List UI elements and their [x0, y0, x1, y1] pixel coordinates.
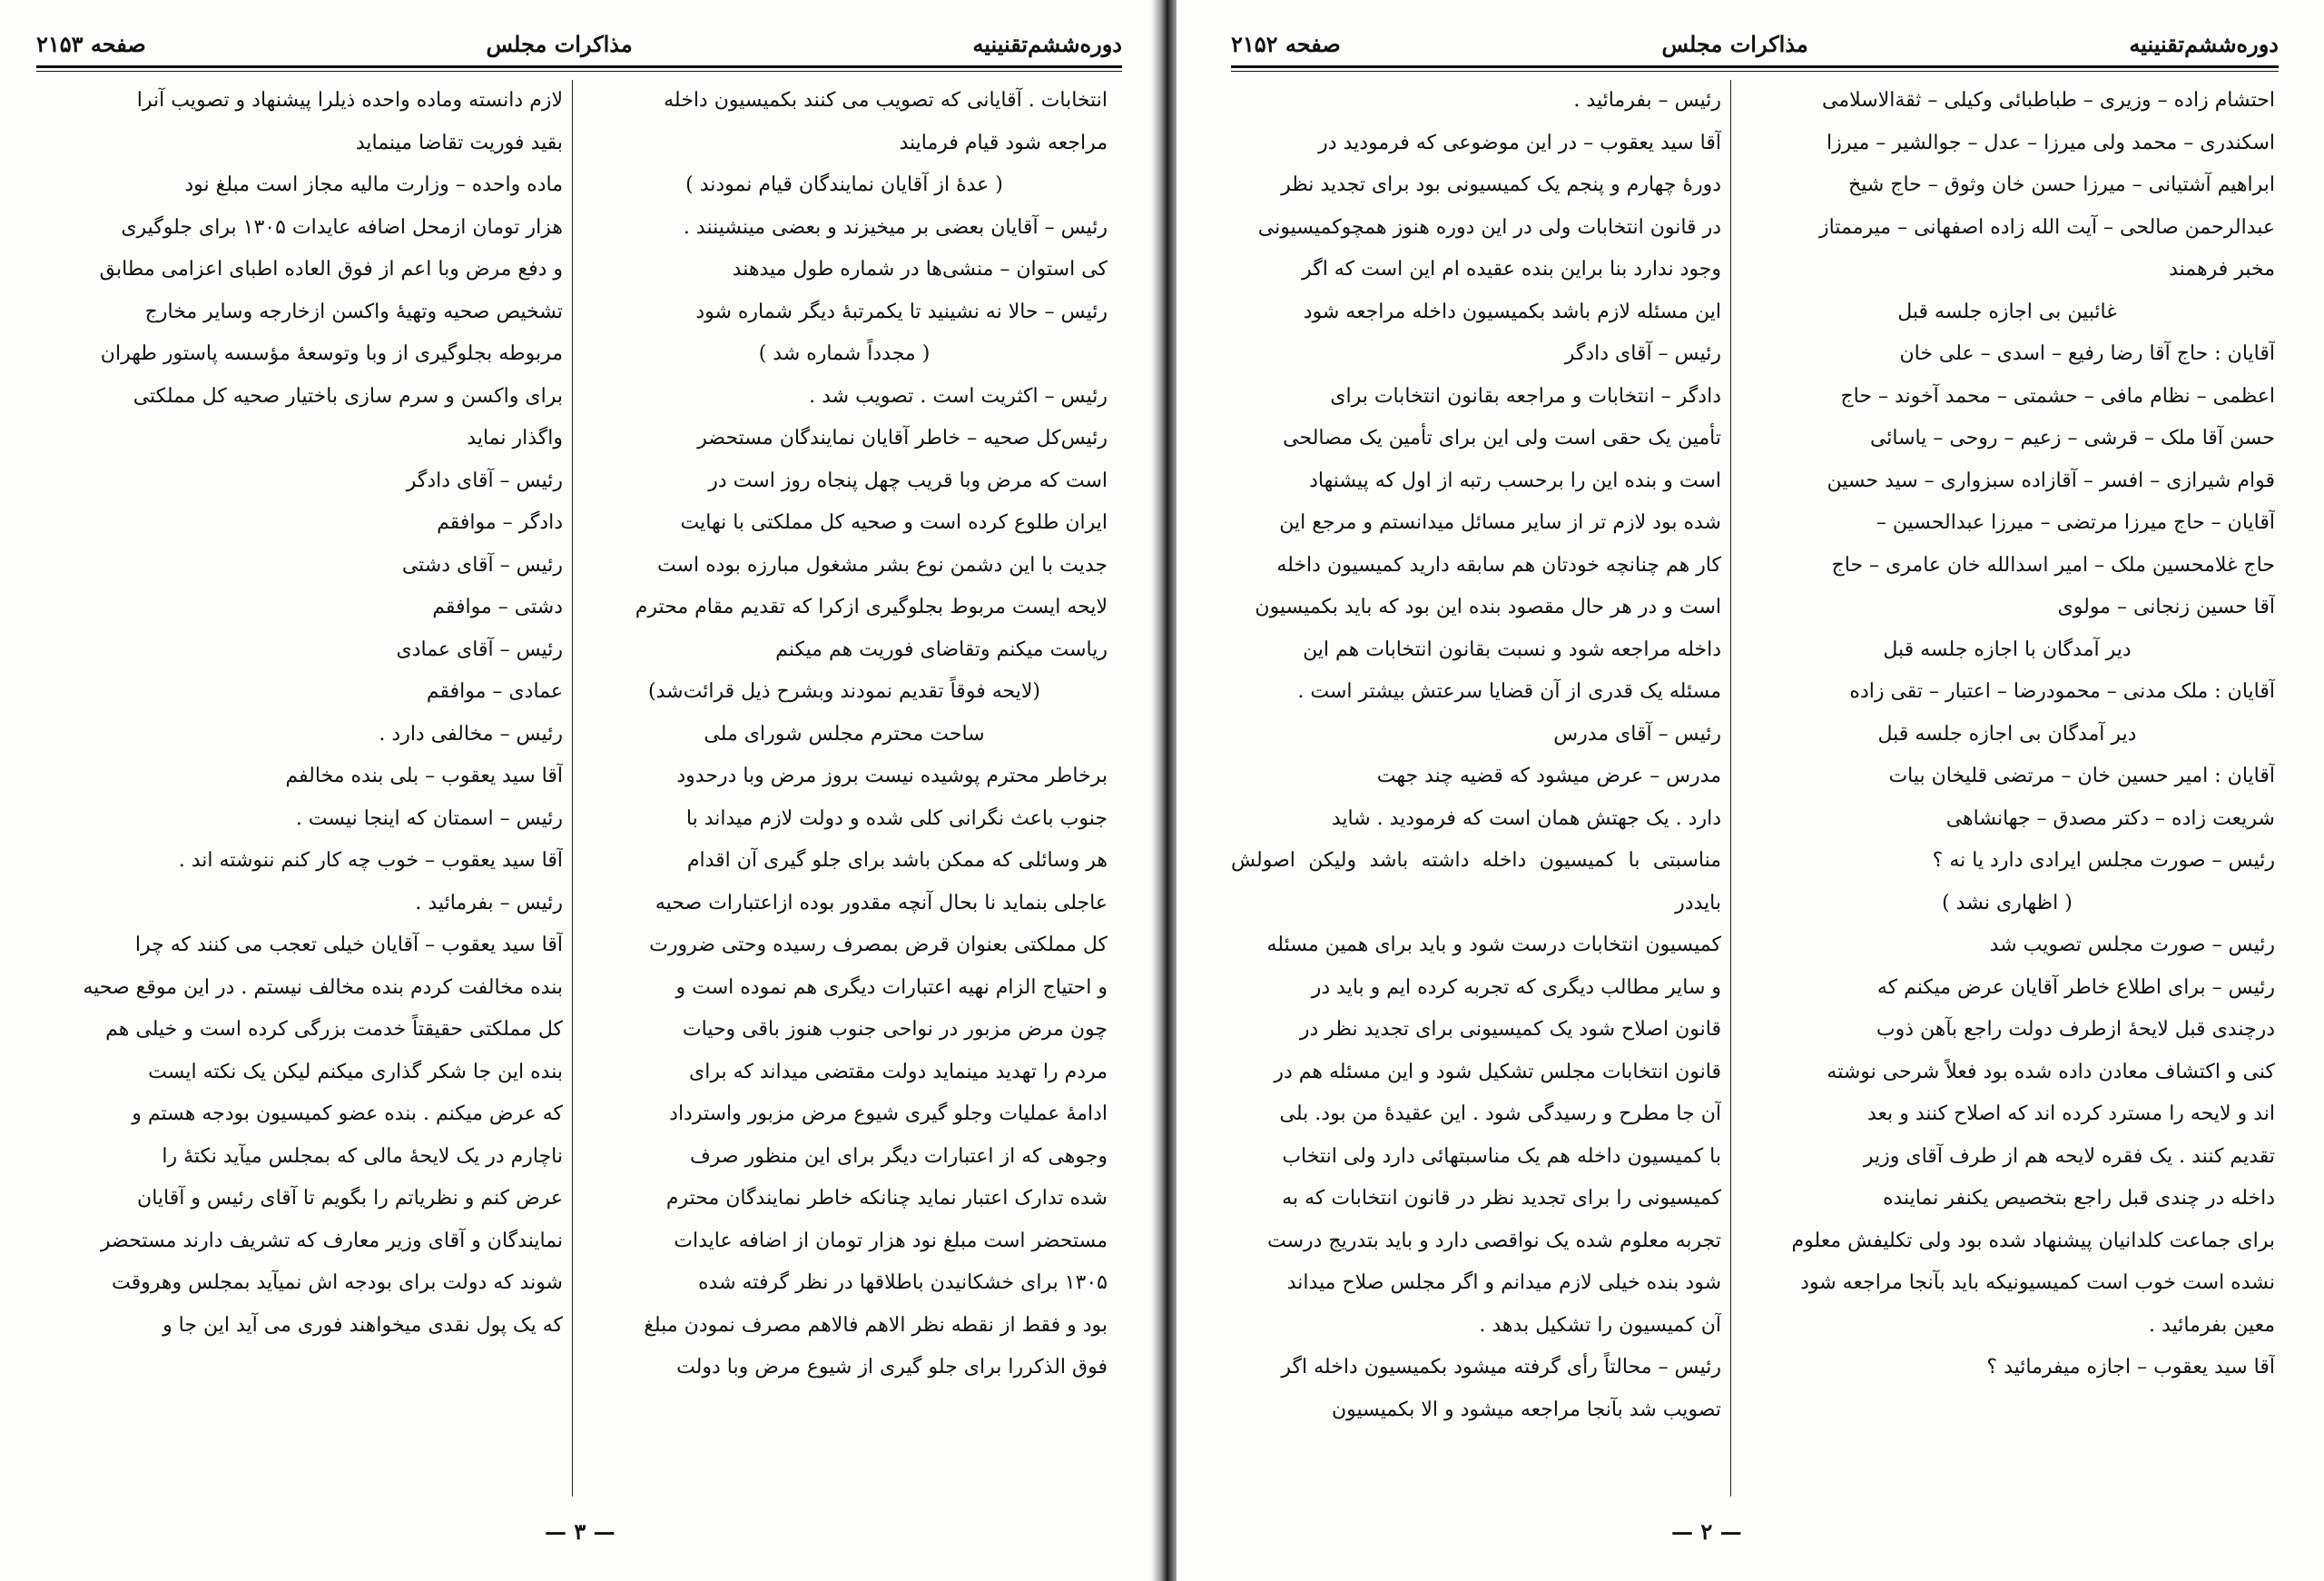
text-line: ایران طلوع کرده است و صحیه کل مملکتی با نهایت	[680, 511, 1108, 534]
page-label: صفحه ۲۱۵۳	[36, 30, 146, 57]
text-line: حسن آقا ملک – قرشی – زعیم – روحی – یاسائی	[1869, 427, 2275, 450]
header-rule	[36, 65, 1122, 72]
text-line: آقا حسین زنجانی – مولوی	[2057, 596, 2275, 618]
text-line: کی استوان – منشی‌ها در شماره طول میدهند	[732, 258, 1108, 281]
text-line: رئیس – آقای دشتی	[401, 553, 563, 577]
page-label: صفحه ۲۱۵۲	[1231, 30, 1341, 57]
text-line: رئیس – محالتاً رأی گرفته میشود بکمیسیون داخله اگر	[1281, 1356, 1721, 1378]
text-line: بود و فقط از نقطه نظر الاهم فالاهم مصرف نمودن مبلغ	[644, 1313, 1108, 1337]
text-column-right	[1739, 80, 2275, 1497]
text-line: عرض کنم و نظریاتم را بگویم تا آقای رئیس و آقایان	[137, 1187, 563, 1210]
text-line: برخاطر محترم پوشیده نیست بروز مرض وبا درحدود	[676, 765, 1108, 787]
page-header	[36, 25, 1122, 62]
text-line: عبدالرحمن صالحی – آیت الله زاده اصفهانی – میرممتاز	[1819, 215, 2275, 239]
text-line: است و بنده این را برحسب رتبه از اول که پیشنهاد	[1309, 469, 1721, 492]
text-line: که یک پول نقدی میخواهند فوری می آید این جا و	[162, 1313, 563, 1337]
text-line: شود بنده خیلی لازم میدانم و اگر مجلس صلاح میداند	[1286, 1271, 1721, 1294]
text-line: هزار تومان ازمحل اضافه عایدات ۱۳۰۵ برای جلوگیری	[121, 215, 563, 239]
text-line: و احتیاج الزام نهیه اعتبارات دیگری هم نموده است و	[675, 975, 1108, 999]
text-line: است و در هر حال مقصود بنده این بود که باید بکمیسیون	[1255, 596, 1721, 618]
text-column-right	[581, 80, 1108, 1497]
text-line: در قانون انتخابات ولی در این دوره هنوز همچوکمیسیونی	[1257, 215, 1721, 239]
text-line: اعظمی – نظام مافی – حشمتی – محمد آخوند – حاج	[1840, 384, 2275, 408]
text-line: که عرض میکنم . بنده عضو کمیسیون بودجه هستم و	[132, 1102, 563, 1125]
session-label: دوره‌ششم‌تقنینیه	[972, 30, 1122, 57]
text-line: ادامهٔ عملیات وجلو گیری شیوع مرض مزبور واسترداد	[669, 1102, 1108, 1125]
text-line: کار هم چنانچه خودتان هم سابقه دارید کمیسیون داخله	[1276, 553, 1721, 577]
text-line: لازم دانسته وماده واحده ذیلرا پیشنهاد و تصویب آنرا	[136, 89, 563, 112]
text-line: کمیسیونی را برای تجدید نظر در قانون انتخابات که به	[1282, 1187, 1721, 1210]
text-line: تجربه معلوم شده یک نواقصی دارد و باید بتدریج درست	[1266, 1229, 1721, 1252]
header-title: مذاکرات مجلس	[1661, 30, 1808, 57]
text-line: برای واکسن و سرم سازی باختیار صحیه کل مملکتی	[133, 384, 563, 408]
text-line: ۱۳۰۵ برای خشکانیدن باطلاقها در نظر گرفته شده	[698, 1271, 1108, 1294]
text-line: غائبین بی اجازه جلسه قبل	[1897, 300, 2117, 323]
text-line: فوق الذکررا برای جلو گیری از شیوع مرض وبا دولت	[676, 1356, 1108, 1378]
text-line: آقا سید یعقوب – در این موضوعی که فرمودید در	[1318, 131, 1721, 154]
text-line: احتشام زاده – وزیری – طباطبائی وکیلی – ثقةالاسلامی	[1822, 89, 2275, 112]
text-line: و سایر مطالب دیگری که تجربه کرده ایم و باید در	[1311, 975, 1721, 999]
text-line: معین بفرمائید .	[2149, 1313, 2275, 1337]
text-line: آقا سید یعقوب – اجازه میفرمائید ؟	[1986, 1356, 2275, 1378]
text-line: مربوطه بجلوگیری از وبا وتوسعهٔ مؤسسه پاستور طهران	[100, 342, 563, 365]
text-line: شده بود لازم تر از سایر مسائل میدانستم و مرجع این	[1279, 511, 1721, 534]
text-line: ( مجدداً شماره شد )	[758, 342, 931, 365]
text-line: حاج غلامحسین ملک – امیر اسدالله خان عامری – حاج	[1831, 553, 2275, 577]
text-line: جدیت با این دشمن نوع بشر مشغول مبارزه بوده است	[656, 553, 1108, 577]
text-line: رئیس – آقای دادگر	[1564, 342, 1721, 365]
text-line: دیر آمدگان با اجازه جلسه قبل	[1883, 637, 2132, 661]
text-line: مخبر فرهمند	[2169, 258, 2275, 281]
text-line: ساحت محترم مجلس شورای ملی	[704, 722, 985, 746]
text-line: نشده است خوب است کمیسیونیکه باید بآنجا مراجعه شود	[1800, 1271, 2275, 1294]
text-line: رئیس‌کل صحیه – خاطر آقایان نمایندگان مستحضر	[697, 427, 1108, 450]
column-divider	[1730, 80, 1731, 1497]
text-line: نمایندگان و آقای وزیر معارف که تشریف دارند مستحضر	[100, 1229, 563, 1252]
text-line: تأمین یک حقی است ولی این برای تأمین یک مصالحی	[1283, 427, 1721, 450]
text-line: جنوب باعث نگرانی کلی شده و دولت لازم میداند با	[685, 806, 1108, 830]
text-line: وجوهی که از اعتبارات دیگر برای این منظور صرف	[689, 1144, 1108, 1168]
text-line: رئیس – برای اطلاع خاطر آقایان عرض میکنم که	[1876, 975, 2275, 999]
text-line: شریعت زاده – دکتر مصدق – جهانشاهی	[1945, 806, 2275, 830]
text-line: شده تدارک اعتبار نماید چنانکه خاطر نمایندگان محترم	[665, 1187, 1108, 1210]
page-header	[1231, 25, 2279, 62]
text-line: شوند که دولت برای بودجه اش نمیآید بمجلس وهروقت	[112, 1271, 563, 1294]
text-line: و دفع مرض وبا اعم از فوق العاده اطبای اعزامی مطابق	[99, 258, 563, 281]
text-line: آقا سید یعقوب – خوب چه کار کنم ننوشته اند .	[178, 849, 563, 872]
text-line: هر وسائلی که ممکن باشد برای جلو گیری آن اقدام	[686, 849, 1108, 872]
text-line: درچندی قبل لایحهٔ ازطرف دولت راجع بآهن ذوب	[1876, 1018, 2275, 1041]
text-line: این مسئله لازم باشد بکمیسیون داخله مراجعه شود	[1303, 300, 1721, 323]
text-line: کمیسیون انتخابات درست شود و باید برای همین مسئله	[1266, 934, 1721, 956]
text-line: دیر آمدگان بی اجازه جلسه قبل	[1877, 722, 2137, 746]
text-line: رئیس – بفرمائید .	[415, 891, 563, 914]
text-line: آقایان : حاج آقا رضا رفیع – اسدی – علی خان	[1899, 342, 2275, 365]
text-line: واگذار نماید	[467, 427, 563, 450]
text-line: برای جماعت کلدانیان پیشنهاد شده بود ولی تکلیفش معلوم	[1791, 1229, 2275, 1252]
text-line: وجود ندارد بنا براین بنده عقیده ام این است که اگر	[1302, 258, 1721, 281]
text-line: کنی و اکتشاف معادن داده شده بود فعلاً شرحی نوشته	[1827, 1060, 2275, 1083]
text-line: (لایحه فوقاً تقدیم نمودند وبشرح ذیل قرائت‌شد)	[648, 680, 1040, 703]
text-line: رئیس – بفرمائید .	[1573, 89, 1721, 112]
text-column-left	[1231, 80, 1721, 1497]
text-line: ناچارم در یک لایحهٔ مالی که بمجلس میآید نکتهٔ را	[162, 1144, 563, 1168]
header-rule	[1231, 65, 2279, 72]
text-line: مسئله یک قدری از آن قضایا سرعتش بیشتر است .	[1297, 680, 1721, 703]
text-line: مدرس – عرض میشود که قضیه چند جهت	[1376, 765, 1721, 787]
text-line: دشتی – موافقم	[432, 596, 563, 618]
text-line: بقید فوریت تقاضا مینماید	[355, 131, 563, 154]
text-line: چون مرض مزبور در نواحی جنوب هنوز باقی وحیات	[682, 1018, 1108, 1041]
text-line: آقایان : ملک مدنی – محمودرضا – اعتبار – تقی زاده	[1849, 680, 2275, 703]
column-divider	[572, 80, 573, 1497]
text-line: رئیس – آقایان بعضی بر میخیزند و بعضی مینشینند .	[683, 215, 1108, 239]
text-line: رئیس – اسمتان که اینجا نیست .	[295, 806, 563, 830]
text-line: رئیس – آقای دادگر	[406, 469, 563, 492]
text-line: کل مملکتی حقیقتاً خدمت بزرگی کرده است و خیلی هم	[105, 1018, 563, 1041]
text-line: تشخیص صحیه وتهیهٔ واکسن ازخارجه وسایر مخارج	[144, 300, 563, 323]
text-line: ابراهیم آشتیانی – میرزا حسن خان وثوق – حاج شیخ	[1848, 173, 2275, 196]
text-line: قانون انتخابات مجلس تشکیل شود و این مسئله هم در	[1274, 1060, 1721, 1083]
text-line: قانون اصلاح شود یک کمیسیونی برای تجدید نظر در	[1299, 1018, 1721, 1041]
text-line: دورهٔ چهارم و پنجم یک کمیسیونی بود برای تجدید نظر	[1281, 173, 1721, 196]
text-line: دادگر – موافقم	[437, 511, 563, 534]
text-line: رئیس – حالا نه نشینید تا یکمرتبهٔ دیگر شماره شود	[695, 300, 1108, 323]
text-line: آقا سید یعقوب – بلی بنده مخالفم	[285, 765, 563, 787]
text-line: دارد . یک جهتش همان است که فرمودید . شاید	[1331, 806, 1721, 830]
text-line: عمادی – موافقم	[426, 680, 563, 703]
text-line: اند و لایحه را مسترد کرده اند که اصلاح کنند و بعد	[1866, 1102, 2275, 1125]
text-line: داخله در چندی قبل راجع بتخصیص یکنفر نماینده	[1882, 1187, 2275, 1210]
text-line: انتخابات . آقایانی که تصویب می کنند بکمیسیون داخله	[664, 89, 1108, 112]
text-line: رئیس – صورت مجلس ایرادی دارد یا نه ؟	[1932, 849, 2275, 872]
session-label: دوره‌ششم‌تقنینیه	[2129, 30, 2279, 57]
text-line: تصویب شد بآنجا مراجعه میشود و الا بکمیسیون	[1331, 1398, 1721, 1421]
text-line: رئیس – صورت مجلس تصویب شد	[1989, 934, 2275, 956]
text-column-left	[36, 80, 563, 1497]
page-2153	[0, 0, 1158, 1581]
text-line: اسکندری – محمد ولی میرزا – عدل – جوالشیر – میرزا	[1826, 131, 2275, 154]
text-line: ریاست میکنم وتقاضای فوریت هم میکنم	[775, 637, 1108, 661]
text-line: بنده مخالفت کردم بنده مخالف نیستم . در این موقع صحیه	[83, 975, 563, 999]
text-line: رئیس – آقای عمادی	[396, 637, 563, 661]
text-line: آقایان : امیر حسین خان – مرتضی قلیخان بیات	[1888, 765, 2275, 787]
text-line: آقا سید یعقوب – آقایان خیلی تعجب می کنند که چرا	[134, 934, 563, 956]
text-line: رئیس – مخالفی دارد .	[379, 722, 563, 746]
page-number: — ۳ —	[545, 1518, 615, 1545]
text-line: ماده واحده – وزارت مالیه مجاز است مبلغ نود	[184, 173, 563, 196]
text-line: عاجلی بنماید نا بحال آنچه مقدور بوده ازاعتبارات صحیه	[655, 891, 1108, 914]
text-line: آن جا مطرح و رسیدگی شود . این عقیدهٔ من بود. بلی	[1279, 1102, 1721, 1125]
text-line: لایحه ایست مربوط بجلوگیری ازکرا که تقدیم مقام محترم	[635, 596, 1108, 618]
text-line: آن کمیسیون را تشکیل بدهد .	[1479, 1313, 1721, 1337]
text-line: تقدیم کنند . یک فقره لایحه هم از طرف آقای وزیر	[1863, 1144, 2275, 1168]
text-line: مراجعه شود قیام فرمایند	[899, 131, 1108, 154]
text-line: قوام شیرازی – افسر – آقازاده سبزواری – سید حسین	[1827, 469, 2275, 492]
header-title: مذاکرات مجلس	[486, 30, 633, 57]
page-2152	[1177, 0, 2324, 1581]
text-line: است که مرض وبا قریب چهل پنجاه روز است در	[708, 469, 1108, 492]
text-line: با کمیسیون داخله هم یک مناسبتهائی دارد ولی انتخاب	[1282, 1144, 1721, 1168]
text-line: مردم را تهدید مینماید دولت مقتضی میداند که برای	[689, 1060, 1108, 1083]
text-line: کل مملکتی بعنوان قرض بمصرف رسیده وحتی ضرورت	[649, 934, 1108, 956]
text-line: ( عدهٔ از آقایان نمایندگان قیام نمودند )	[685, 173, 1003, 196]
text-line: مناسبتی با کمیسیون داخله داشته باشد ولیکن اصولش بایددر	[1231, 849, 1721, 914]
text-line: آقایان – حاج میرزا مرتضی – میرزا عبدالحسین –	[1876, 511, 2275, 534]
text-line: بنده این جا شکر گذاری میکنم لیکن یک نکته ایست	[148, 1060, 563, 1083]
text-line: مستحضر است مبلغ نود هزار تومان از اضافه عایدات	[674, 1229, 1108, 1252]
text-line: داخله مراجعه شود و نسبت بقانون انتخابات هم این	[1303, 637, 1721, 661]
text-line: رئیس – اکثریت است . تصویب شد .	[809, 384, 1108, 408]
text-line: رئیس – آقای مدرس	[1553, 722, 1721, 746]
text-line: ( اظهاری نشد )	[1942, 891, 2073, 914]
page-number: — ۲ —	[1671, 1518, 1742, 1545]
text-line: دادگر – انتخابات و مراجعه بقانون انتخابات برای	[1330, 384, 1721, 408]
